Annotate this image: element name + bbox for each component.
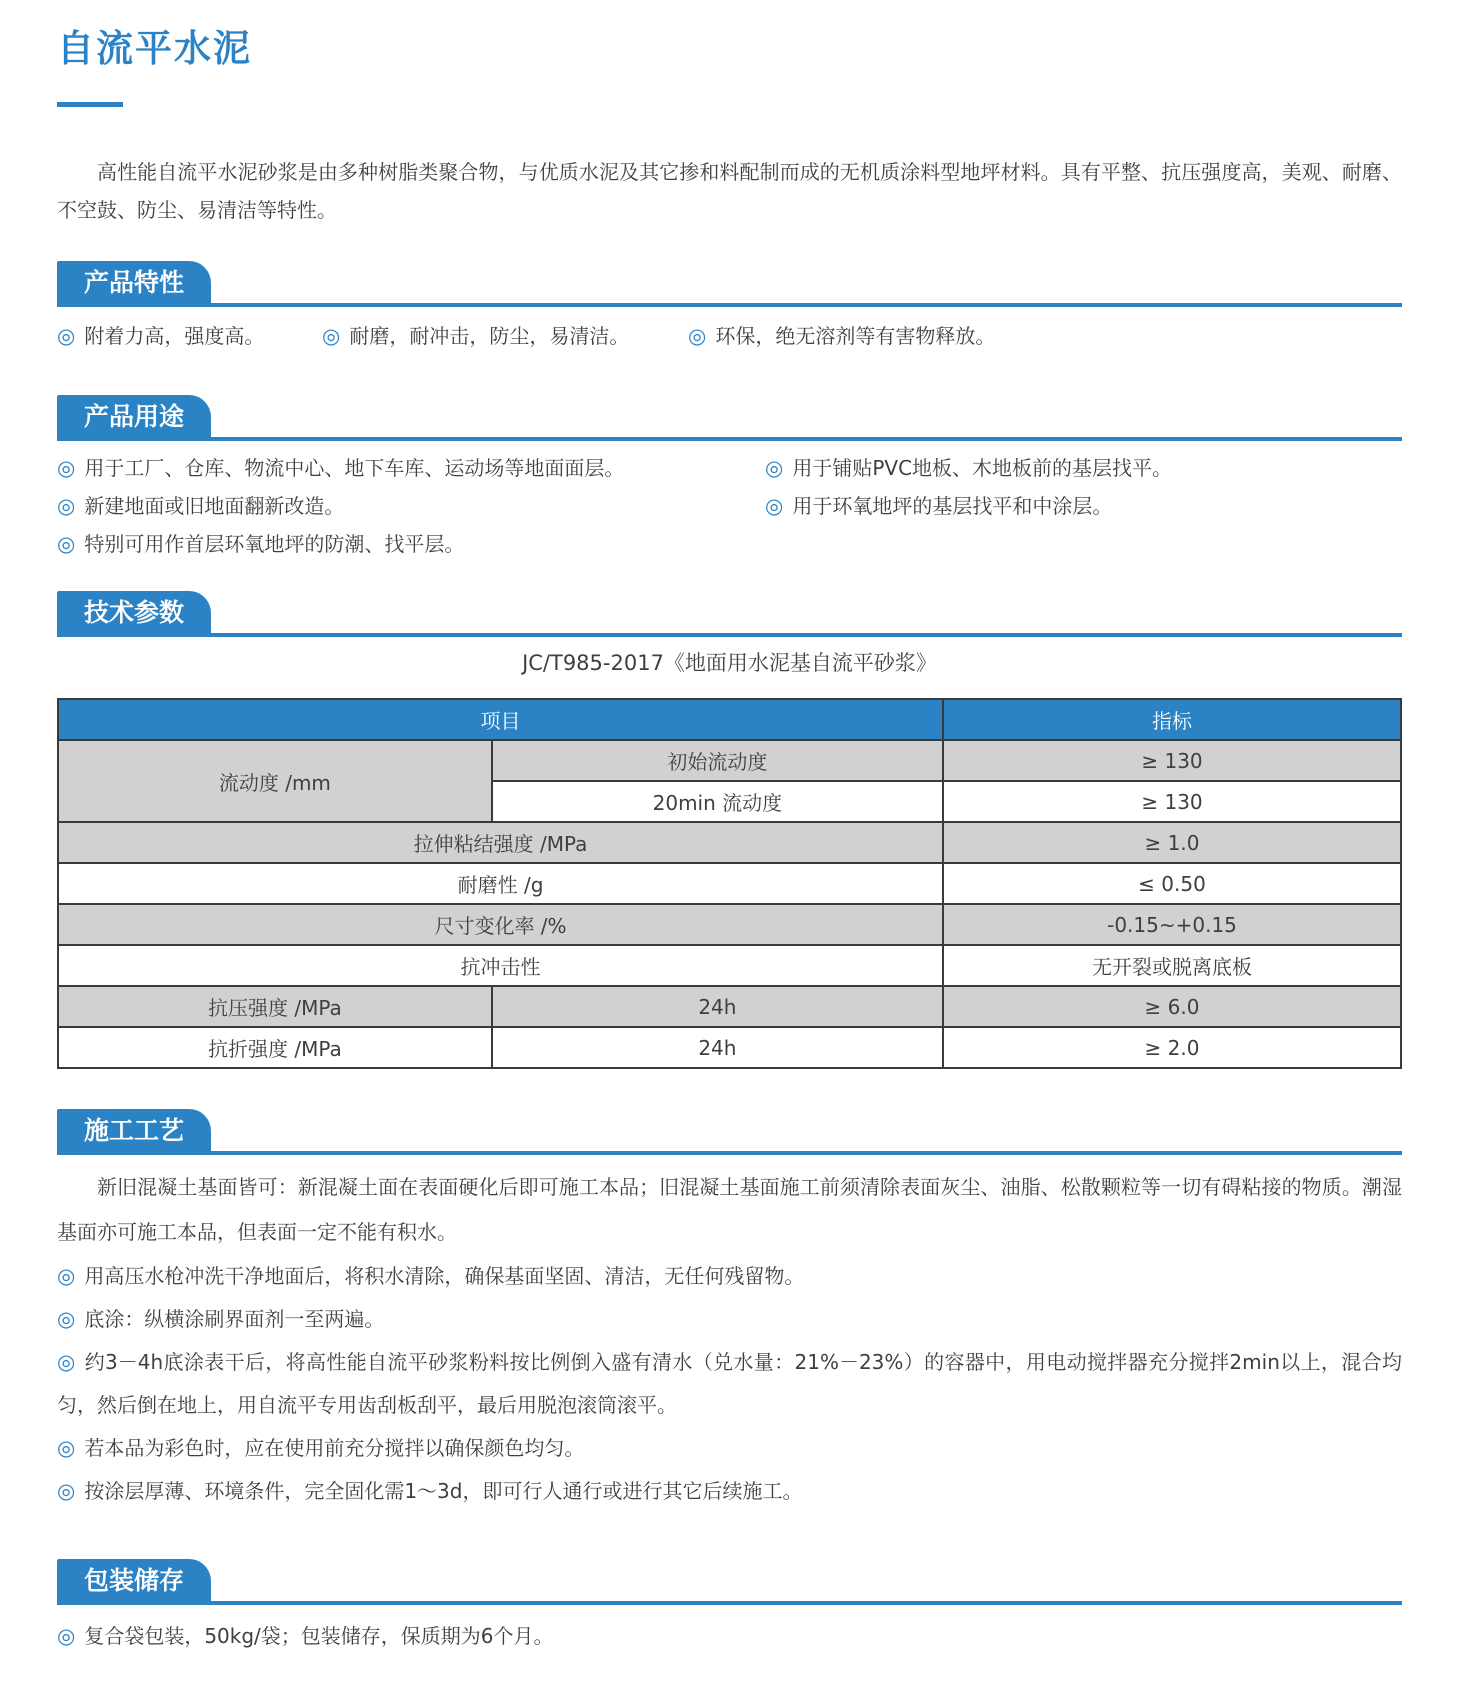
- feature-text: 耐磨，耐冲击，防尘，易清洁。: [349, 324, 630, 348]
- process-text: 若本品为彩色时，应在使用前充分搅拌以确保颜色均匀。: [84, 1436, 585, 1460]
- ring-bullet-icon: ◎: [57, 1307, 76, 1331]
- spec-cell-flow-label: 流动度 /mm: [58, 740, 492, 822]
- use-text: 用于环氧地坪的基层找平和中涂层。: [792, 494, 1113, 518]
- table-row: [58, 1027, 1401, 1068]
- ring-bullet-icon: ◎: [688, 324, 707, 348]
- spec-cell-compressive-age: 24h: [492, 986, 943, 1027]
- process-paragraph: 新旧混凝土基面皆可：新混凝土面在表面硬化后即可施工本品；旧混凝土基面施工前须清除表面灰尘、油脂、松散颗粒等一切有碍粘接的物质。潮湿基面亦可施工本品，但表面一定不能有积水。: [57, 1175, 1402, 1244]
- process-item: [57, 1427, 1402, 1470]
- intro-paragraph: 高性能自流平水泥砂浆是由多种树脂类聚合物，与优质水泥及其它掺和料配制而成的无机质涂料型地坪材料。具有平整、抗压强度高，美观、耐磨、不空鼓、防尘、易清洁等特性。: [57, 160, 1402, 222]
- section-header-features: [57, 261, 1402, 307]
- ring-bullet-icon: ◎: [57, 494, 76, 518]
- uses-columns: [57, 453, 1402, 567]
- section-header-packaging: [57, 1559, 1402, 1605]
- section-header-uses: [57, 395, 1402, 441]
- use-item: [765, 491, 1402, 521]
- packaging-text: 复合袋包装，50kg/袋；包装储存，保质期为6个月。: [84, 1624, 554, 1648]
- use-text: 特别可用作首层环氧地坪的防潮、找平层。: [84, 532, 465, 556]
- section-features: [57, 261, 1402, 351]
- ring-bullet-icon: ◎: [765, 456, 784, 480]
- uses-left-column: [57, 453, 765, 567]
- packaging-item: [57, 1621, 1402, 1651]
- spec-cell-flow-20min: 20min 流动度: [492, 781, 943, 822]
- table-row: [58, 740, 1401, 781]
- ring-bullet-icon: ◎: [57, 1436, 76, 1460]
- section-header-specs: [57, 591, 1402, 637]
- process-text: 底涂：纵横涂刷界面剂一至两遍。: [84, 1307, 385, 1331]
- section-tab-uses: 产品用途: [57, 395, 211, 437]
- spec-cell-dim-change-value: -0.15~+0.15: [943, 904, 1401, 945]
- spec-cell-flexural: 抗折强度 /MPa: [58, 1027, 492, 1068]
- ring-bullet-icon: ◎: [57, 1264, 76, 1288]
- use-item: [765, 453, 1402, 483]
- section-tab-specs: 技术参数: [57, 591, 211, 633]
- page-title: 自流平水泥: [57, 27, 252, 70]
- section-process: [57, 1109, 1402, 1513]
- spec-cell-flexural-age: 24h: [492, 1027, 943, 1068]
- col-header-index: 指标: [943, 699, 1401, 740]
- col-header-item: 项目: [58, 699, 943, 740]
- spec-standard-caption: JC/T985-2017《地面用水泥基自流平砂浆》: [522, 651, 937, 675]
- uses-right-column: [765, 453, 1402, 567]
- table-row: [58, 822, 1401, 863]
- spec-cell-dim-change: 尺寸变化率 /%: [58, 904, 943, 945]
- spec-cell-tensile: 拉伸粘结强度 /MPa: [58, 822, 943, 863]
- spec-cell-flow-initial-value: ≥ 130: [943, 740, 1401, 781]
- spec-cell-abrasion: 耐磨性 /g: [58, 863, 943, 904]
- process-text: 约3－4h底涂表干后，将高性能自流平砂浆粉料按比例倒入盛有清水（兑水量：21%－23%）的容器中，用电动搅拌器充分搅拌2min以上，混合均匀，然后倒在地上，用自流平专用齿刮板刮平，最后用脱泡滚筒滚平。: [57, 1350, 1402, 1417]
- ring-bullet-icon: ◎: [765, 494, 784, 518]
- feature-text: 环保，绝无溶剂等有害物释放。: [715, 324, 996, 348]
- spec-cell-flow-20min-value: ≥ 130: [943, 781, 1401, 822]
- ring-bullet-icon: ◎: [57, 324, 76, 348]
- ring-bullet-icon: ◎: [57, 1624, 76, 1648]
- table-row: [58, 986, 1401, 1027]
- spec-cell-compressive: 抗压强度 /MPa: [58, 986, 492, 1027]
- use-text: 用于铺贴PVC地板、木地板前的基层找平。: [792, 456, 1173, 480]
- use-item: [57, 529, 765, 559]
- section-tab-process: 施工工艺: [57, 1109, 211, 1151]
- feature-text: 附着力高，强度高。: [84, 324, 265, 348]
- spec-cell-compressive-value: ≥ 6.0: [943, 986, 1401, 1027]
- process-text: 用高压水枪冲洗干净地面后，将积水清除，确保基面坚固、清洁，无任何残留物。: [84, 1264, 805, 1288]
- spec-cell-impact: 抗冲击性: [58, 945, 943, 986]
- ring-bullet-icon: ◎: [57, 456, 76, 480]
- process-item: [57, 1470, 1402, 1513]
- process-item: [57, 1255, 1402, 1298]
- ring-bullet-icon: ◎: [57, 1350, 76, 1374]
- use-text: 用于工厂、仓库、物流中心、地下车库、运动场等地面面层。: [84, 456, 625, 480]
- ring-bullet-icon: ◎: [57, 532, 76, 556]
- use-item: [57, 491, 765, 521]
- section-tab-packaging: 包装储存: [57, 1559, 211, 1601]
- features-list: [57, 321, 1402, 351]
- spec-cell-impact-value: 无开裂或脱离底板: [943, 945, 1401, 986]
- section-uses: [57, 395, 1402, 567]
- use-text: 新建地面或旧地面翻新改造。: [84, 494, 345, 518]
- ring-bullet-icon: ◎: [57, 1479, 76, 1503]
- spec-cell-tensile-value: ≥ 1.0: [943, 822, 1401, 863]
- title-underline: [57, 102, 123, 107]
- table-row: [58, 945, 1401, 986]
- use-item: [57, 453, 765, 483]
- ring-bullet-icon: ◎: [322, 324, 341, 348]
- section-header-process: [57, 1109, 1402, 1155]
- process-text: 按涂层厚薄、环境条件，完全固化需1～3d，即可行人通行或进行其它后续施工。: [84, 1479, 803, 1503]
- table-row: [58, 904, 1401, 945]
- process-item: [57, 1298, 1402, 1341]
- feature-item: [57, 321, 322, 351]
- spec-cell-flexural-value: ≥ 2.0: [943, 1027, 1401, 1068]
- section-tab-features: 产品特性: [57, 261, 211, 303]
- table-row: [58, 863, 1401, 904]
- spec-table: [57, 698, 1402, 1069]
- spec-cell-flow-initial: 初始流动度: [492, 740, 943, 781]
- section-specs: [57, 591, 1402, 1069]
- table-header-row: [58, 699, 1401, 740]
- spec-cell-abrasion-value: ≤ 0.50: [943, 863, 1401, 904]
- process-item: [57, 1341, 1402, 1427]
- feature-item: [688, 321, 995, 351]
- section-packaging: [57, 1559, 1402, 1651]
- feature-item: [322, 321, 688, 351]
